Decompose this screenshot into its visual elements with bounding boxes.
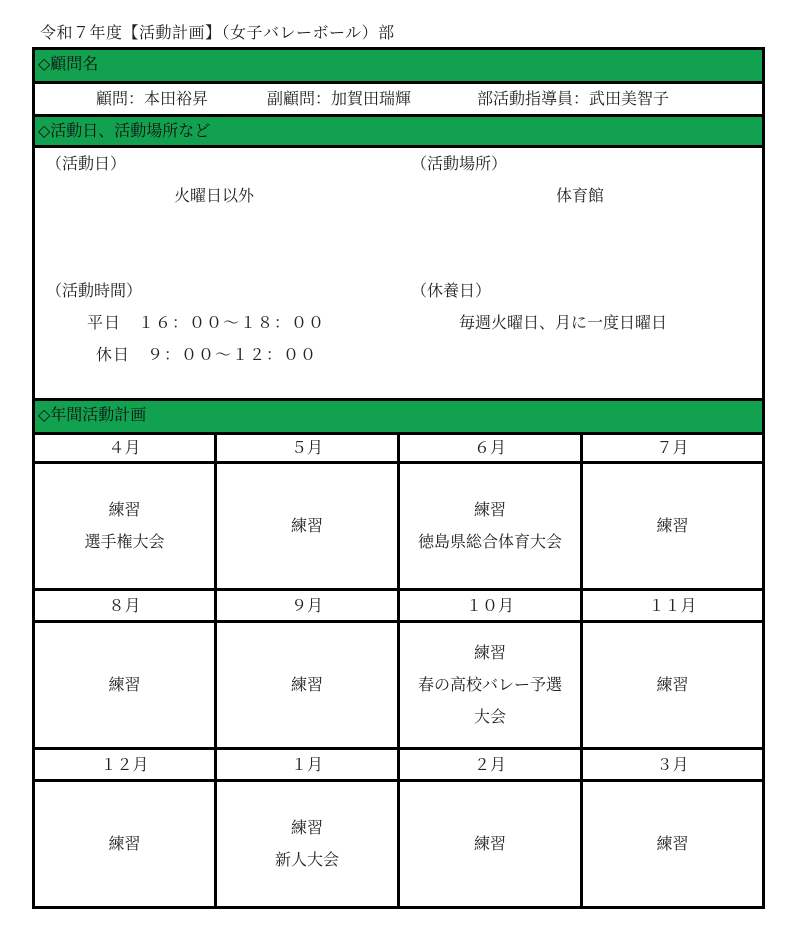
document-title: 令和７年度【活動計画】（女子バレーボール）部	[40, 23, 395, 42]
activity-line: 新人大会	[274, 850, 339, 869]
month-header: ３月	[656, 754, 689, 774]
month-activity-cell	[217, 782, 397, 906]
activity-line: 練習	[290, 675, 323, 694]
activity-line: 練習	[473, 834, 506, 853]
activity-line: 練習	[656, 675, 689, 694]
activity-line: 大会	[473, 707, 506, 726]
month-header: ２月	[473, 754, 506, 774]
section-heading-activity: ◇活動日、活動場所など	[35, 117, 762, 145]
month-header: １１月	[648, 595, 697, 615]
activity-line: 練習	[473, 643, 506, 662]
month-header: ７月	[656, 438, 689, 457]
activity-line: 春の高校バレー予選	[417, 675, 562, 694]
activity-line: 練習	[656, 834, 689, 853]
month-activity-cell	[583, 623, 762, 747]
activity-days-value: 火曜日以外	[174, 186, 255, 205]
month-activity-cell	[400, 623, 580, 747]
activity-line: 練習	[290, 516, 323, 535]
month-activity-cell	[217, 464, 397, 588]
sub-advisor-name: 副顧問：加賀田瑞輝	[267, 89, 412, 108]
month-activity-cell	[583, 782, 762, 906]
activity-line: 徳島県総合体育大会	[417, 532, 562, 551]
month-activity-cell	[583, 464, 762, 588]
rest-day-value: 毎週火曜日、月に一度日曜日	[459, 313, 668, 332]
month-header: ８月	[108, 595, 141, 615]
activity-line: 練習	[290, 818, 323, 837]
month-header: ４月	[108, 438, 141, 457]
advisor-name: 顧問：本田裕昇	[96, 89, 209, 108]
month-activity-cell	[400, 782, 580, 906]
month-activity-cell	[400, 464, 580, 588]
month-activity-cell	[35, 623, 214, 747]
month-header: １０月	[465, 595, 514, 615]
month-header: ９月	[290, 595, 323, 615]
month-activity-cell	[35, 782, 214, 906]
month-header: １月	[290, 754, 323, 774]
month-header: １２月	[100, 754, 149, 774]
activity-line: 練習	[108, 675, 141, 694]
section-heading-advisors: ◇顧問名	[35, 50, 762, 81]
activity-line: 練習	[473, 500, 506, 519]
activity-place-label: （活動場所）	[411, 154, 508, 173]
month-activity-cell	[217, 623, 397, 747]
month-header: ６月	[473, 438, 506, 457]
divider	[35, 145, 762, 148]
activity-plan-table	[32, 47, 765, 909]
activity-line: 練習	[108, 834, 141, 853]
coach-name: 部活動指導員：武田美智子	[477, 89, 670, 108]
month-activity-cell	[35, 464, 214, 588]
activity-place-value: 体育館	[556, 186, 605, 205]
holiday-time: 休日 ９：００～１２：００	[96, 345, 318, 364]
rest-day-label: （休養日）	[411, 281, 492, 300]
activity-line: 練習	[656, 516, 689, 535]
advisors-row	[35, 84, 762, 114]
activity-days-label: （活動日）	[46, 154, 127, 173]
activity-time-label: （活動時間）	[46, 281, 143, 300]
weekday-time: 平日 １６：００～１８：００	[87, 313, 326, 332]
activity-line: 選手権大会	[84, 532, 165, 551]
month-header: ５月	[290, 438, 323, 457]
activity-line: 練習	[108, 500, 141, 519]
section-heading-annual: ◇年間活動計画	[35, 401, 762, 432]
